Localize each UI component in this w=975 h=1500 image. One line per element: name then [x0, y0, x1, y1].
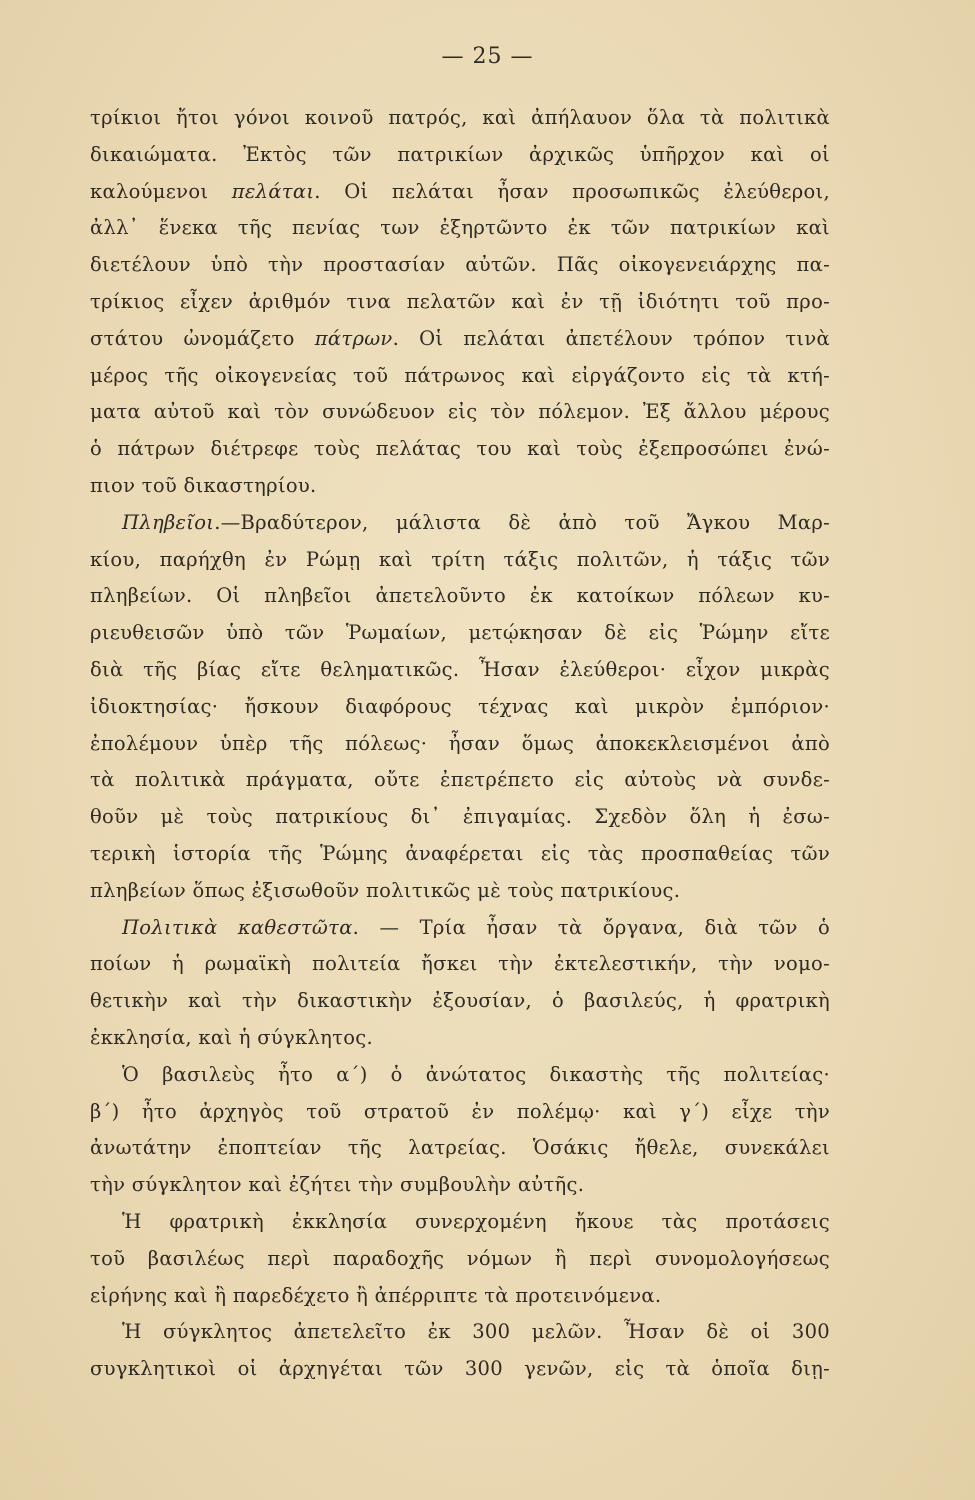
text-run: συγκλητικοὶ οἱ ἀρχηγέται τῶν 300 γενῶν, εἰς τὰ ὁποῖα διῃ-	[90, 1357, 830, 1381]
text-run: τρίκιοι ἤτοι γόνοι κοινοῦ πατρός, καὶ ἀπήλαυον ὅλα τὰ πολιτικὰ	[90, 106, 830, 129]
text-line	[90, 137, 830, 174]
text-line	[90, 799, 830, 836]
text-line	[90, 1204, 830, 1241]
text-line	[90, 1167, 830, 1204]
text-line	[90, 836, 830, 873]
text-line	[90, 468, 830, 505]
text-line	[90, 615, 830, 652]
text-line	[90, 652, 830, 689]
text-run: πιον τοῦ δικαστηρίου.	[90, 473, 317, 497]
text-line	[90, 578, 830, 615]
text-run: τὴν σύγκλητον καὶ ἐζήτει τὴν συμβουλὴν αὐτῆς.	[90, 1173, 585, 1197]
text-run: . Οἱ πελάται ἀπετέλουν τρόπον τινὰ	[392, 326, 831, 350]
text-run: τερικὴ ἱστορία τῆς Ῥώμης ἀναφέρεται εἰς τὰς προσπαθείας τῶν	[90, 841, 830, 865]
text-line	[90, 1278, 830, 1315]
italic-term: Πολιτικὰ καθεστῶτα	[122, 915, 353, 939]
text-line	[90, 174, 830, 211]
text-run: ριευθεισῶν ὑπὸ τῶν Ῥωμαίων, μετῴκησαν δὲ εἰς Ῥώμην εἴτε	[90, 621, 830, 645]
text-run: .—Βραδύτερον, μάλιστα δὲ ἀπὸ τοῦ Ἄγκου Μαρ-	[214, 510, 830, 534]
text-run: πληβείων. Οἱ πληβεῖοι ἀπετελοῦντο ἐκ κατοίκων πόλεων κυ-	[90, 584, 830, 608]
text-run: πληβείων ὅπως ἐξισωθοῦν πολιτικῶς μὲ τοὺς πατρικίους.	[90, 878, 681, 902]
text-line	[90, 910, 830, 947]
text-line	[90, 1314, 830, 1351]
page-number: — 25 —	[441, 44, 534, 69]
text-run: ἀνωτάτην ἐποπτείαν τῆς λατρείας. Ὁσάκις ἤθελε, συνεκάλει	[90, 1136, 830, 1160]
text-run: ποίων ἡ ρωμαϊκὴ πολιτεία ἤσκει τὴν ἐκτελεστικήν, τὴν νομο-	[90, 952, 830, 976]
text-run: κίου, παρήχθη ἐν Ρώμῃ καὶ τρίτη τάξις πολιτῶν, ἡ τάξις τῶν	[90, 547, 830, 571]
text-run: Ἡ φρατρικὴ ἐκκλησία συνερχομένη ἤκουε τὰς προτάσεις	[122, 1209, 830, 1233]
text-run: δικαιώματα. Ἐκτὸς τῶν πατρικίων ἀρχικῶς ὑπῆρχον καὶ οἱ	[90, 142, 830, 166]
text-run: Ὁ βασιλεὺς ἦτο α΄) ὁ ἀνώτατος δικαστὴς τῆς πολιτείας·	[122, 1062, 830, 1086]
text-run: τὰ πολιτικὰ πράγματα, οὔτε ἐπετρέπετο εἰς αὐτοὺς νὰ συνδε-	[90, 768, 830, 792]
text-run: ἰδιοκτησίας· ἤσκουν διαφόρους τέχνας καὶ μικρὸν ἐμπόριον·	[90, 694, 830, 718]
text-run: καλούμενοι	[90, 179, 232, 203]
italic-term: πελάται	[231, 179, 315, 203]
italic-term: Πληβεῖοι	[122, 510, 215, 534]
body-text	[90, 100, 830, 1388]
text-line	[90, 1094, 830, 1131]
text-run: εἰρήνης καὶ ἢ παρεδέχετο ἢ ἀπέρριπτε τὰ προτεινόμενα.	[90, 1283, 662, 1307]
text-run: τρίκιος εἶχεν ἀριθμόν τινα πελατῶν καὶ ἐν τῇ ἰδιότητι τοῦ προ-	[90, 289, 830, 313]
text-line	[90, 873, 830, 910]
text-run: . Οἱ πελάται ἦσαν προσωπικῶς ἐλεύθεροι,	[314, 179, 830, 203]
text-line	[90, 284, 830, 321]
text-run: διὰ τῆς βίας εἴτε θεληματικῶς. Ἦσαν ἐλεύθεροι· εἶχον μικρὰς	[90, 657, 830, 681]
text-run: θοῦν μὲ τοὺς πατρικίους δι᾽ ἐπιγαμίας. Σχεδὸν ὅλη ἡ ἐσω-	[90, 805, 830, 829]
text-run: στάτου ὠνομάζετο	[90, 326, 315, 350]
text-line	[90, 542, 830, 579]
text-line	[90, 210, 830, 247]
text-line	[90, 100, 830, 137]
text-line	[90, 1241, 830, 1278]
text-line	[90, 1020, 830, 1057]
text-run: τοῦ βασιλέως περὶ παραδοχῆς νόμων ἢ περὶ συνομολογήσεως	[90, 1246, 830, 1270]
text-run: θετικὴν καὶ τὴν δικαστικὴν ἐξουσίαν, ὁ βασιλεύς, ἡ φρατρικὴ	[90, 989, 830, 1013]
text-line	[90, 394, 830, 431]
text-run: ἀλλ᾽ ἕνεκα τῆς πενίας των ἐξηρτῶντο ἐκ τῶν πατρικίων καὶ	[90, 216, 830, 240]
text-line	[90, 1351, 830, 1388]
text-run: διετέλουν ὑπὸ τὴν προστασίαν αὐτῶν. Πᾶς οἰκογενειάρχης πα-	[90, 253, 830, 277]
text-line	[90, 726, 830, 763]
text-run: . — Τρία ἦσαν τὰ ὄργανα, διὰ τῶν ὁ	[352, 915, 830, 939]
text-line	[90, 505, 830, 542]
text-run: ἐπολέμουν ὑπὲρ τῆς πόλεως· ἦσαν ὅμως ἀποκεκλεισμένοι ἀπὸ	[90, 731, 830, 755]
text-run: ματα αὐτοῦ καὶ τὸν συνώδευον εἰς τὸν πόλεμον. Ἐξ ἄλλου μέρους	[90, 400, 830, 424]
text-line	[90, 1057, 830, 1094]
text-line	[90, 358, 830, 395]
text-line	[90, 321, 830, 358]
text-line	[90, 762, 830, 799]
text-run: β΄) ἦτο ἀρχηγὸς τοῦ στρατοῦ ἐν πολέμῳ· καὶ γ΄) εἶχε τὴν	[90, 1099, 830, 1123]
italic-term: πάτρων	[314, 326, 393, 350]
text-line	[90, 431, 830, 468]
text-run: ἐκκλησία, καὶ ἡ σύγκλητος.	[90, 1025, 373, 1049]
text-line	[90, 689, 830, 726]
text-line	[90, 1130, 830, 1167]
text-run: ὁ πάτρων διέτρεφε τοὺς πελάτας του καὶ τοὺς ἐξεπροσώπει ἐνώ-	[90, 437, 830, 461]
text-run: Ἡ σύγκλητος ἀπετελεῖτο ἐκ 300 μελῶν. Ἦσαν δὲ οἱ 300	[122, 1320, 830, 1344]
text-run: μέρος τῆς οἰκογενείας τοῦ πάτρωνος καὶ εἰργάζοντο εἰς τὰ κτή-	[90, 363, 830, 387]
text-line	[90, 247, 830, 284]
text-line	[90, 983, 830, 1020]
text-line	[90, 946, 830, 983]
